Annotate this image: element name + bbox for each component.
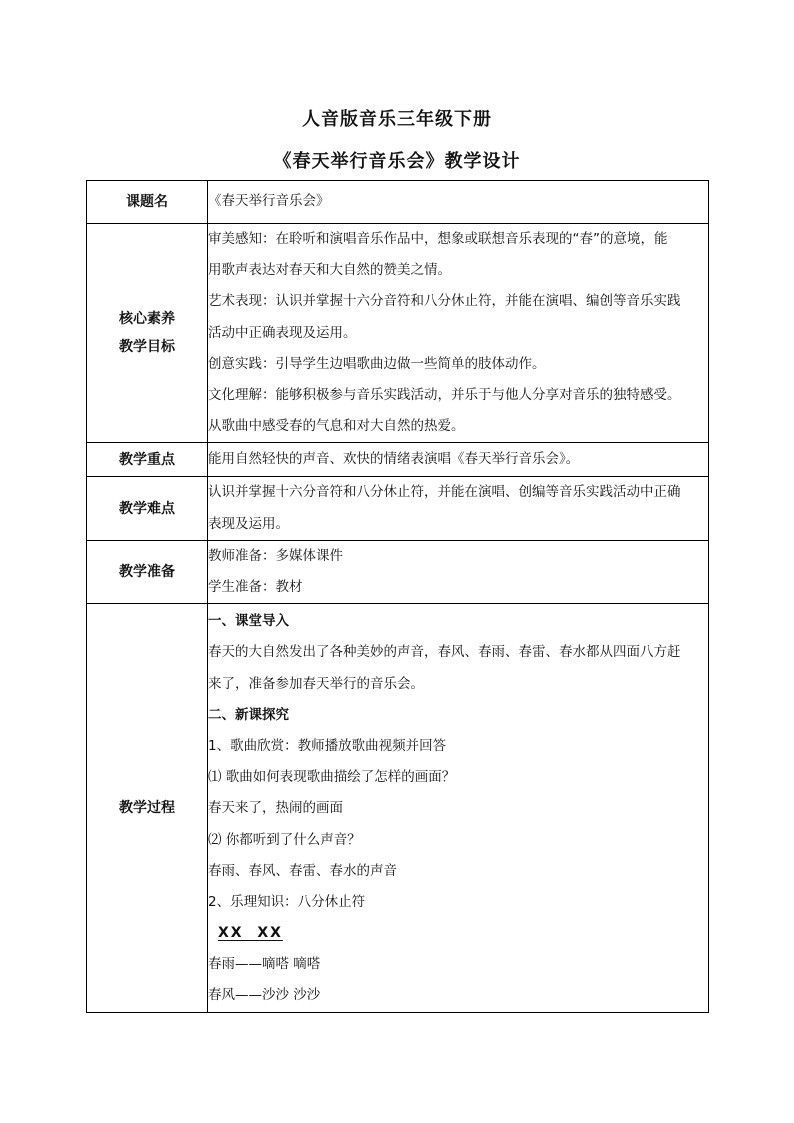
process-answer: 春天来了，热闹的画面 [208, 800, 343, 817]
document-title: 人音版音乐三年级下册 [302, 109, 492, 130]
goals-line: 用歌声表达对春天和大自然的赞美之情。 [208, 262, 451, 279]
difficulty-line: 表现及运用。 [208, 515, 289, 532]
process-content [208, 604, 709, 1012]
topic-content [208, 181, 709, 224]
goals-line: 创意实践：引导学生边唱歌曲边做一些简单的肢体动作。 [208, 355, 546, 372]
key-point-text: 能用自然轻快的声音、欢快的情绪表演唱《春天举行音乐会》。 [208, 451, 580, 468]
table-row-key-point [87, 443, 709, 477]
process-example: 春风——沙沙 沙沙 [208, 987, 321, 1004]
document-subtitle: 《春天举行音乐会》教学设计 [273, 151, 521, 172]
process-line: 来了，准备参加春天举行的音乐会。 [208, 675, 424, 692]
difficulty-label: 教学难点 [87, 477, 208, 540]
preparation-content [208, 540, 709, 603]
difficulty-line: 认识并掌握十六分音符和八分休止符，并能在演唱、创编等音乐实践活动中正确 [208, 484, 681, 501]
section-heading: 二、新课探究 [208, 706, 289, 723]
process-answer: 春雨、春风、春雷、春水的声音 [208, 862, 397, 879]
goals-line: 审美感知：在聆听和演唱音乐作品中，想象或联想音乐表现的“春”的意境，能 [208, 231, 668, 247]
process-line: 2、乐理知识：八分休止符 [208, 894, 366, 911]
key-point-label: 教学重点 [87, 443, 208, 477]
rhythm-notation: XX XX [218, 925, 283, 942]
lesson-plan-table [86, 180, 709, 1013]
goals-line: 艺术表现：认识并掌握十六分音符和八分休止符，并能在演唱、编创等音乐实践 [208, 293, 681, 310]
process-label: 教学过程 [87, 604, 208, 1012]
goals-label [87, 224, 208, 443]
goals-line: 活动中正确表现及运用。 [208, 324, 357, 341]
topic-label: 课题名 [87, 181, 208, 224]
goals-line: 从歌曲中感受春的气息和对大自然的热爱。 [208, 418, 465, 435]
goals-content [208, 224, 709, 443]
process-line: 1、歌曲欣赏：教师播放歌曲视频并回答 [208, 738, 447, 755]
table-row-process [87, 604, 709, 1012]
difficulty-content [208, 477, 709, 540]
topic-text: 《春天举行音乐会》 [208, 193, 330, 210]
table-row-preparation [87, 540, 709, 603]
process-question: ⑴ 歌曲如何表现歌曲描绘了怎样的画面？ [208, 769, 456, 786]
goals-label-line2: 教学目标 [119, 339, 175, 356]
process-question: ⑵ 你都听到了什么声音？ [208, 831, 361, 848]
table-row-difficulty [87, 477, 709, 540]
goals-line: 文化理解：能够积极参与音乐实践活动，并乐于与他人分享对音乐的独特感受。 [208, 387, 681, 404]
table-row-topic [87, 181, 709, 224]
preparation-label: 教学准备 [87, 540, 208, 603]
section-heading: 一、课堂导入 [208, 613, 289, 630]
process-line: 春天的大自然发出了各种美妙的声音，春风、春雨、春雷、春水都从四面八方赶 [208, 644, 681, 661]
process-example: 春雨——嘀嗒 嘀嗒 [208, 956, 321, 973]
table-row-goals [87, 224, 709, 443]
preparation-line: 教师准备：多媒体课件 [208, 547, 343, 564]
goals-label-line1: 核心素养 [119, 311, 175, 328]
preparation-line: 学生准备：教材 [208, 579, 303, 596]
key-point-content [208, 443, 709, 477]
